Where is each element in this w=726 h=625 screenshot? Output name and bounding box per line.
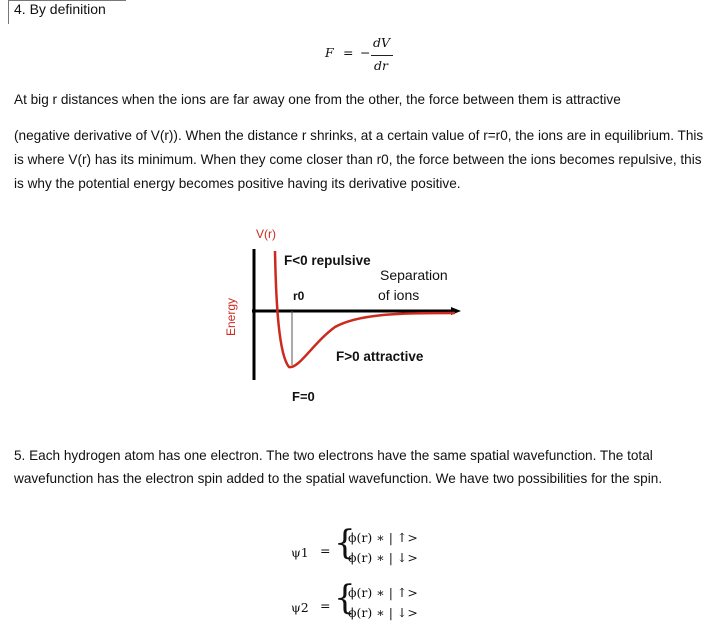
section-4-heading: 4. By definition (14, 1, 106, 17)
formula-numerator: dV (373, 35, 391, 50)
attractive-label: F>0 attractive (336, 349, 424, 364)
separation-label-line2: of ions (378, 287, 420, 303)
psi2-spin-down: ϕ(r) ∗ | ↓> (348, 605, 418, 620)
psi1-spin-down: ϕ(r) ∗ | ↓> (348, 550, 418, 565)
separation-label-line1: Separation (380, 267, 448, 283)
formula-denominator: dr (374, 58, 388, 73)
frame-left-border (8, 0, 9, 24)
fraction-bar (371, 55, 393, 56)
psi2-brace: { (334, 578, 356, 618)
paragraph-attractive: At big r distances when the ions are far away one from the other, the force between them is attractive (14, 92, 621, 107)
v-of-r-label: V(r) (256, 227, 276, 241)
formula-lhs: F (325, 45, 334, 60)
formula-equals: = (343, 45, 354, 60)
formula-minus: − (360, 45, 371, 60)
repulsive-label: F<0 repulsive (284, 253, 371, 268)
psi1-brace: { (334, 523, 356, 563)
paragraph-section-5: 5. Each hydrogen atom has one electron. The two electrons have the same spatial wavefunction. The total wavefunction has the electron spin added to the spatial wavefunction. We have two possibilities for the spin. (14, 448, 663, 486)
r0-label: r0 (293, 289, 305, 303)
psi1-equals: = (320, 543, 331, 558)
energy-axis-label: Energy (224, 297, 239, 337)
psi2-equals: = (320, 598, 331, 613)
potential-energy-figure (215, 225, 485, 415)
paragraph-equilibrium: (negative derivative of V(r)). When the distance r shrinks, at a certain value of r=r0, the ions are in equilibrium. This is where V(r) has its minimum. When they come closer than r0, the force between the ions becomes repulsive, this is why the potential energy becomes positive having its derivative positive. (14, 128, 704, 191)
psi2-symbol: ψ2 (291, 600, 309, 615)
f-zero-label: F=0 (292, 389, 315, 404)
psi1-spin-up: ϕ(r) ∗ | ↑> (348, 530, 418, 545)
psi2-spin-up: ϕ(r) ∗ | ↑> (348, 585, 418, 600)
psi1-symbol: ψ1 (291, 545, 309, 560)
